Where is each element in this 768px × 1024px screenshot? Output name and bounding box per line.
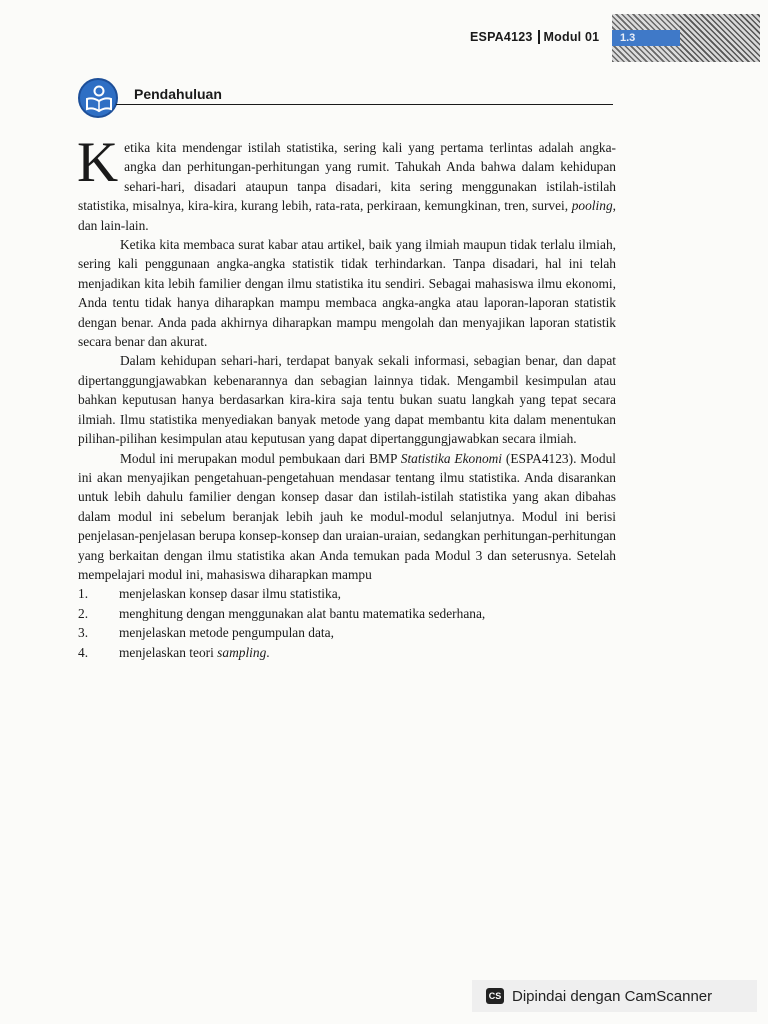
camscanner-logo-icon: CS [486, 988, 504, 1004]
paragraph-4-italic: Statistika Ekonomi [400, 450, 503, 466]
objectives-list [78, 584, 616, 662]
list-item [78, 643, 616, 662]
page-number: 1.3 [612, 30, 680, 46]
section-heading [78, 78, 613, 120]
paragraph-4-text: Modul ini merupakan modul pembukaan dari BMP [120, 450, 401, 466]
scanner-watermark [472, 980, 757, 1012]
list-text: menghitung dengan menggunakan alat bantu matematika sederhana, [119, 605, 486, 621]
section-divider [116, 104, 613, 105]
course-code: ESPA4123 [470, 30, 533, 44]
paragraph-4 [78, 449, 616, 585]
section-title: Pendahuluan [134, 86, 222, 102]
paragraph-1 [77, 131, 616, 235]
list-text: menjelaskan teori [119, 644, 218, 660]
running-header [470, 30, 599, 44]
paragraph-2: Ketika kita membaca surat kabar atau artikel, baik yang ilmiah maupun tidak terlalu ilmiah, sering kali penggunaan angka-angka statistik tidak terhindarkan. Tanpa disadari, hal ini telah menjadikan kita lebih familier dengan ilmu statistika itu sendiri. Sebagai mahasiswa ilmu ekonomi, Anda tentu tidak hanya diharapkan mampu membaca angka-angka atau laporan-laporan statistik dengan benar. Anda pada akhirnya diharapkan mampu mengolah dan menyajikan laporan statistik secara benar dan akurat. [78, 237, 616, 350]
paragraph-1-text: etika kita mendengar istilah statistika, sering kali yang pertama terlintas adalah angka-angka dan perhitungan-perhitungan yang rumit. Tahukah Anda bahwa dalam kehidupan sehari-hari, disadari ataupun tanpa disadari, kita sering menggunakan istilah-istilah statistika, misalnya, kira-kira, kurang lebih, rata-rata, perkiraan, kemungkinan, tren, survei, [78, 140, 616, 214]
header-hatch-pattern [680, 14, 760, 62]
reading-person-icon [78, 78, 118, 118]
list-italic: sampling [217, 644, 267, 660]
list-text: menjelaskan metode pengumpulan data, [119, 625, 334, 641]
body-text [77, 131, 616, 662]
list-item [78, 623, 616, 642]
list-item [78, 604, 616, 623]
module-label: Modul 01 [543, 30, 600, 44]
list-number: 2. [78, 605, 89, 621]
list-text: menjelaskan konsep dasar ilmu statistika, [119, 586, 342, 602]
scanner-text: Dipindai dengan CamScanner [512, 987, 713, 1005]
drop-cap: K [77, 131, 119, 194]
paragraph-1-end: , dan lain-lain. [78, 198, 616, 233]
paragraph-1-italic: pooling [571, 198, 613, 214]
list-number: 1. [78, 586, 89, 602]
paragraph-4-end: (ESPA4123). Modul ini akan menyajikan pengetahuan-pengetahuan mendasar tentang ilmu statistika. Anda disarankan untuk lebih dahulu familier dengan konsep dasar dan istilah-istilah statistika yang akan dibahas dalam modul ini sebelum beranjak lebih jauh ke modul-modul selanjutnya. Modul ini berisi penjelasan-penjelasan berupa konsep-konsep dan uraian-uraian, sedangkan perhitungan-perhitungan yang berkaitan dengan ilmu statistika akan Anda temukan pada Modul 3 dan seterusnya. Setelah mempelajari modul ini, mahasiswa diharapkan mampu [78, 450, 616, 582]
list-number: 4. [78, 644, 89, 660]
paragraph-3: Dalam kehidupan sehari-hari, terdapat banyak sekali informasi, sebagian benar, dan dapat dipertanggungjawabkan kebenarannya dan sebagian lainnya tidak. Mengambil kesimpulan atau bahkan keputusan hanya berdasarkan kira-kira saja tentu bukan suatu langkah yang tepat secara ilmiah. Ilmu statistika menyediakan banyak metode yang dapat membantu kita dalam menentukan pilihan-pilihan kesimpulan atau keputusan yang dapat dipertanggungjawabkan secara ilmiah. [78, 353, 616, 447]
list-item [78, 584, 616, 603]
list-number: 3. [78, 625, 89, 641]
list-tail: . [266, 644, 270, 660]
